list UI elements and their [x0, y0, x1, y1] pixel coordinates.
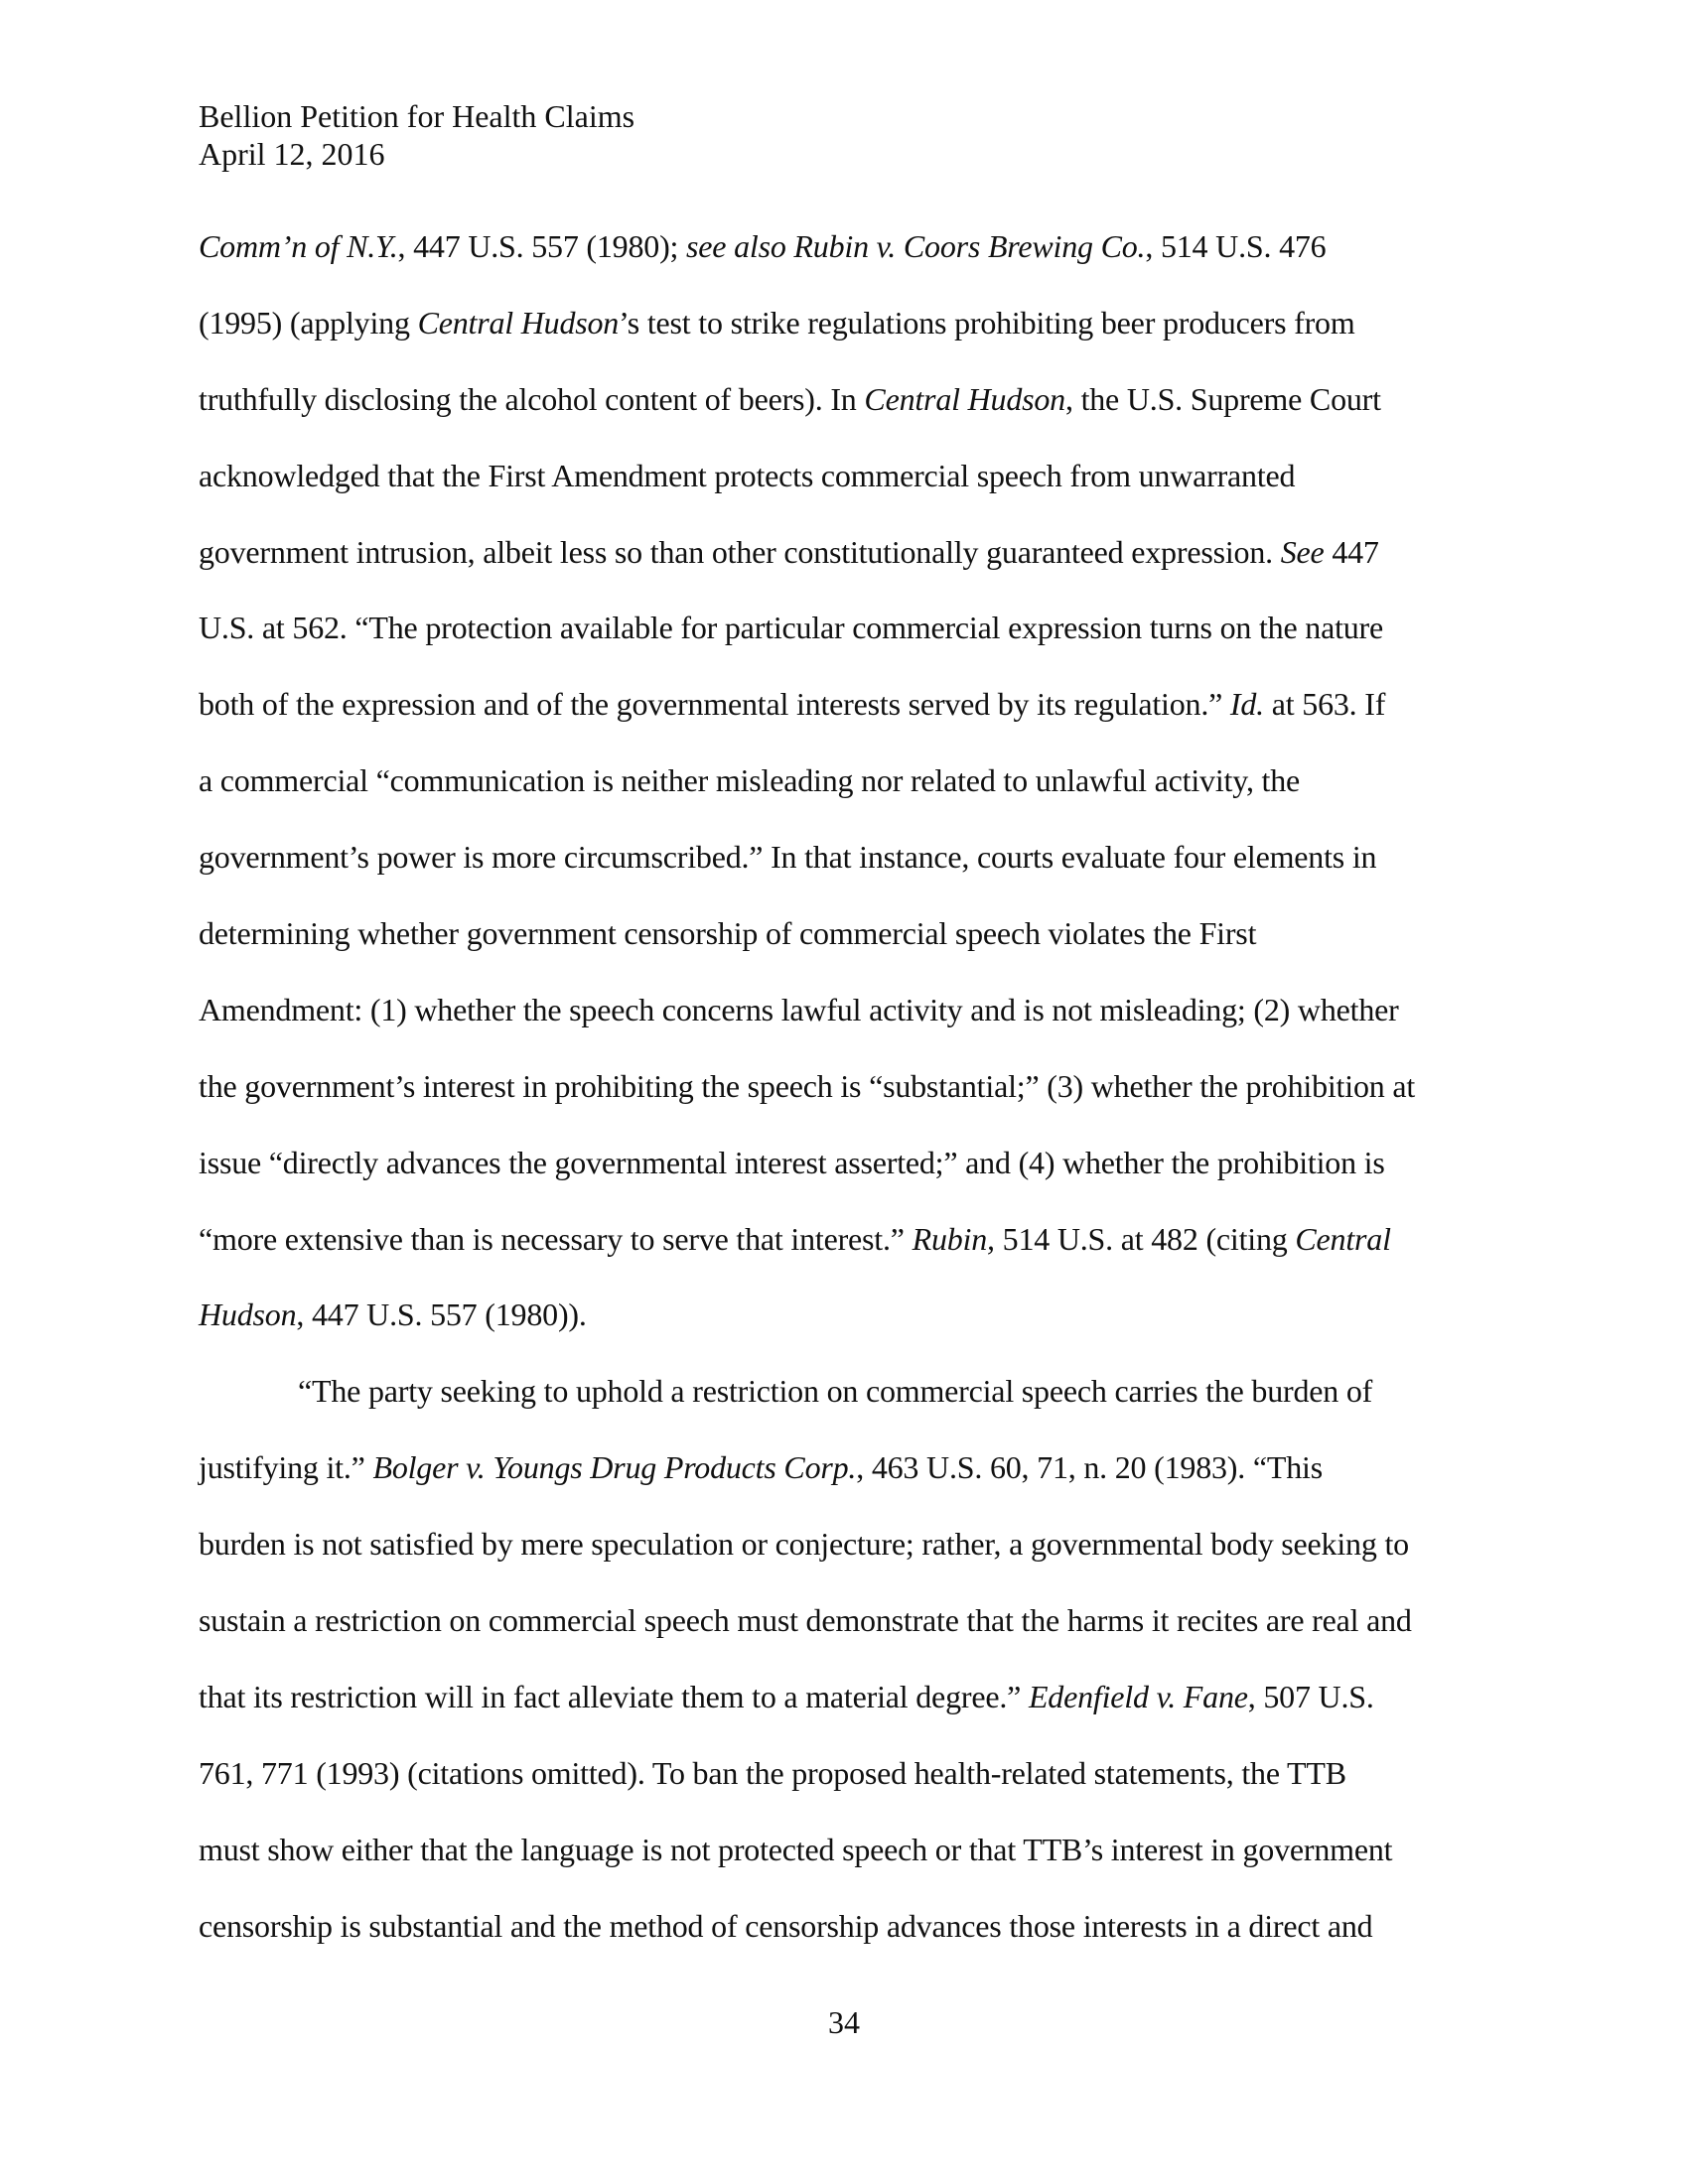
- text-line: [199, 1812, 1489, 1888]
- italic-citation: Central Hudson: [417, 304, 620, 341]
- text-line: [199, 1277, 1489, 1353]
- text-line: [199, 1659, 1489, 1735]
- italic-citation: see also Rubin v. Coors Brewing Co.: [686, 228, 1146, 264]
- text-segment: justifying it.”: [199, 1449, 373, 1486]
- text-segment: ’s test to strike regulations prohibiting beer producers from: [619, 304, 1355, 341]
- text-line: [199, 895, 1489, 972]
- italic-citation: Bolger v. Youngs Drug Products Corp.: [372, 1449, 857, 1486]
- text-line: [199, 514, 1489, 591]
- header-title: Bellion Petition for Health Claims: [199, 98, 635, 134]
- text-line: [199, 1048, 1489, 1125]
- text-segment: U.S. at 562. “The protection available for particular commercial expression turns on the nature: [199, 610, 1384, 646]
- text-segment: censorship is substantial and the method of censorship advances those interests in a direct and: [199, 1907, 1373, 1944]
- text-line: [199, 285, 1489, 361]
- text-segment: that its restriction will in fact alleviate them to a material degree.”: [199, 1678, 1029, 1714]
- text-segment: , 514 U.S. 476: [1145, 228, 1327, 264]
- italic-citation: Central: [1295, 1220, 1391, 1257]
- text-segment: , the U.S. Supreme Court: [1064, 380, 1381, 417]
- text-segment: sustain a restriction on commercial speech must demonstrate that the harms it recites are real and: [199, 1602, 1412, 1639]
- text-segment: must show either that the language is not protected speech or that TTB’s interest in government: [199, 1831, 1393, 1867]
- text-segment: determining whether government censorship of commercial speech violates the First: [199, 915, 1257, 952]
- text-segment: at 563. If: [1263, 686, 1386, 723]
- italic-citation: See: [1280, 533, 1325, 570]
- text-segment: government intrusion, albeit less so than other constitutionally guaranteed expression.: [199, 533, 1281, 570]
- italic-citation: Edenfield v. Fane: [1028, 1678, 1248, 1714]
- italic-citation: Rubin,: [912, 1220, 995, 1257]
- text-line: [199, 972, 1489, 1048]
- text-segment: 447: [1324, 533, 1379, 570]
- text-line: [199, 1430, 1489, 1506]
- header-date: April 12, 2016: [199, 136, 385, 172]
- text-segment: 761, 771 (1993) (citations omitted). To ban the proposed health-related statements, the TTB: [199, 1754, 1346, 1791]
- text-line: [199, 1353, 1489, 1430]
- text-segment: “The party seeking to uphold a restriction on commercial speech carries the burden of: [298, 1373, 1373, 1410]
- text-segment: Amendment: (1) whether the speech concerns lawful activity and is not misleading; (2) whether: [199, 991, 1399, 1027]
- text-line: [199, 666, 1489, 743]
- text-line: [199, 438, 1489, 514]
- text-segment: both of the expression and of the governmental interests served by its regulation.”: [199, 686, 1230, 723]
- italic-citation: Central Hudson: [864, 380, 1065, 417]
- body-text: [199, 208, 1489, 1964]
- text-segment: issue “directly advances the governmental interest asserted;” and (4) whether the prohibition is: [199, 1144, 1385, 1180]
- text-line: [199, 743, 1489, 819]
- text-segment: 514 U.S. at 482 (citing: [994, 1220, 1296, 1257]
- text-segment: “more extensive than is necessary to serve that interest.”: [199, 1220, 913, 1257]
- text-segment: truthfully disclosing the alcohol content of beers). In: [199, 380, 865, 417]
- text-line: [199, 208, 1489, 285]
- text-segment: a commercial “communication is neither misleading nor related to unlawful activity, the: [199, 762, 1301, 799]
- text-segment: , 447 U.S. 557 (1980);: [397, 228, 687, 264]
- text-line: [199, 1506, 1489, 1582]
- text-line: [199, 361, 1489, 438]
- text-segment: , 463 U.S. 60, 71, n. 20 (1983). “This: [856, 1449, 1323, 1486]
- text-segment: the government’s interest in prohibiting the speech is “substantial;” (3) whether the prohibition at: [199, 1067, 1416, 1104]
- text-segment: , 447 U.S. 557 (1980)).: [296, 1297, 587, 1333]
- page-header: [199, 97, 634, 173]
- text-segment: , 507 U.S.: [1247, 1678, 1374, 1714]
- italic-citation: Comm’n of N.Y.: [199, 228, 398, 264]
- text-line: [199, 1735, 1489, 1812]
- page-number: 34: [828, 2004, 860, 2040]
- text-line: [199, 819, 1489, 895]
- text-line: [199, 1125, 1489, 1201]
- text-segment: acknowledged that the First Amendment protects commercial speech from unwarranted: [199, 457, 1296, 493]
- text-line: [199, 590, 1489, 666]
- text-line: [199, 1582, 1489, 1659]
- text-segment: government’s power is more circumscribed.” In that instance, courts evaluate four elements in: [199, 839, 1377, 876]
- text-line: [199, 1201, 1489, 1278]
- text-segment: burden is not satisfied by mere speculation or conjecture; rather, a governmental body seeking to: [199, 1526, 1409, 1563]
- text-segment: (1995) (applying: [199, 304, 418, 341]
- italic-citation: Id.: [1229, 686, 1264, 723]
- text-line: [199, 1888, 1489, 1965]
- italic-citation: Hudson: [199, 1297, 297, 1333]
